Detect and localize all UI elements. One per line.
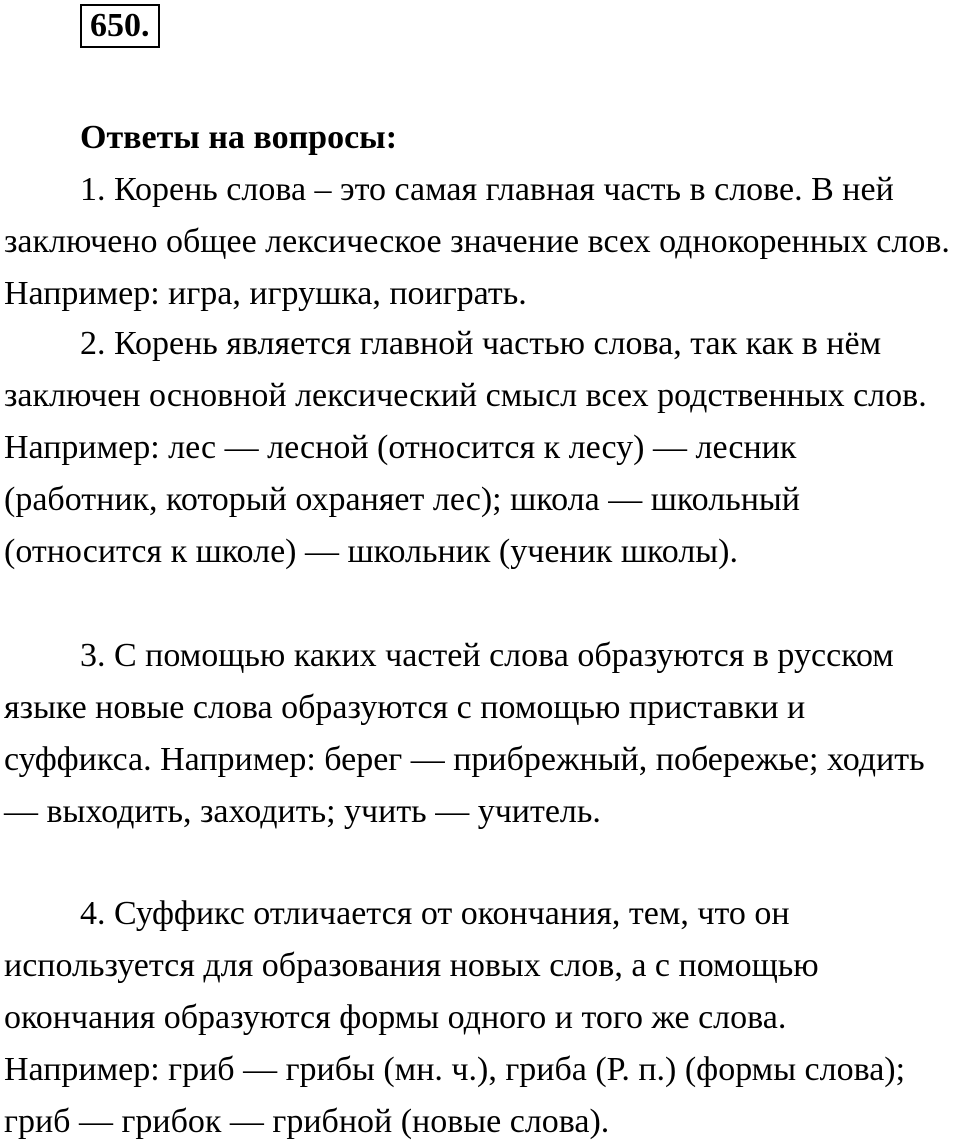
answer-3-text: С помощью каких частей слова образуются в русском языке новые слова образуются с помощью приставки и суффикса. Например: берег — прибрежный, побережье; ходить — выходить, заходить; учить — учитель. [4, 637, 925, 830]
answer-3 [4, 630, 950, 838]
answer-2-number: 2. [80, 325, 106, 362]
answer-1 [4, 164, 950, 320]
answer-4-text: Суффикс отличается от окончания, тем, что он используется для образования новых слов, а с помощью окончания образуются формы одного и того же слова. Например: гриб — грибы (мн. ч.), гриба (Р. п.) (формы слова); гриб — грибок — грибной (новые слова). [4, 895, 906, 1140]
answer-1-text: Корень слова – это самая главная часть в слове. В ней заключено общее лексическое значение всех однокоренных слов. Например: игра, игрушка, поиграть. [4, 171, 950, 312]
answer-2-text: Корень является главной частью слова, так как в нём заключен основной лексический смысл всех родственных слов. Например: лес — лесной (относится к лесу) — лесник (работник, который охраняет лес); школа — школьный (относится к школе) — школьник (ученик школы). [4, 325, 927, 570]
answer-3-number: 3. [80, 637, 106, 674]
answer-2 [4, 318, 950, 578]
answer-4-number: 4. [80, 895, 106, 932]
answer-1-number: 1. [80, 171, 106, 208]
answers-heading: Ответы на вопросы: [80, 119, 398, 156]
answer-4 [4, 888, 950, 1148]
exercise-number: 650. [80, 4, 160, 48]
